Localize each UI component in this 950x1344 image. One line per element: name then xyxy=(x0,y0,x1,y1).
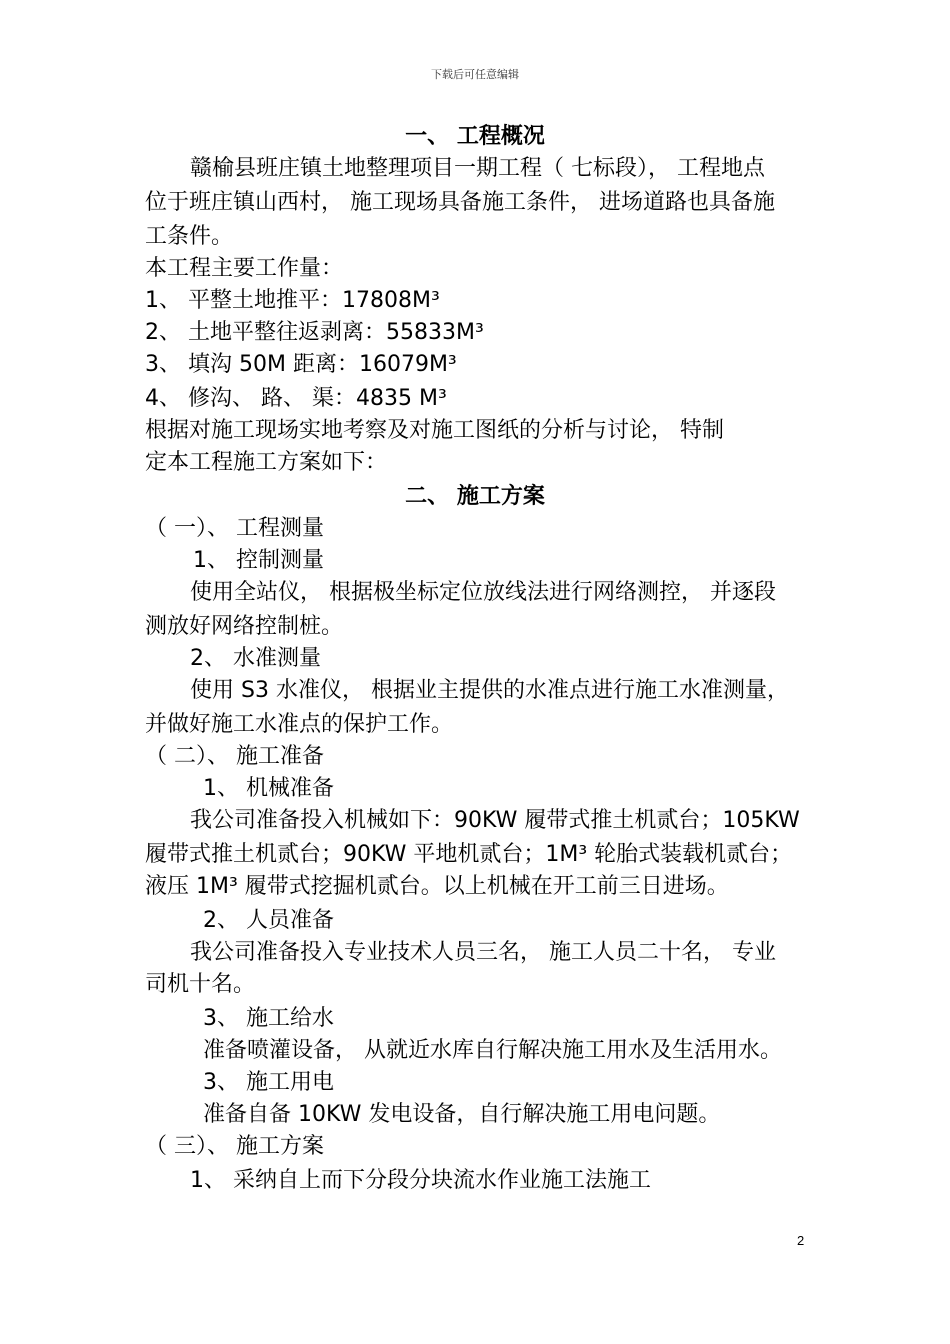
para1-line3: 工条件。 xyxy=(145,224,234,249)
page-header: 下载后可任意编辑 xyxy=(431,68,519,81)
sub2-item2-text-2: 司机十名。 xyxy=(145,972,256,997)
sub1-item1-text-2: 测放好网络控制桩。 xyxy=(145,614,344,639)
sub2-item1-heading: 1、 机械准备 xyxy=(203,776,334,801)
section2-title: 二、 施工方案 xyxy=(405,484,545,509)
sub2-item4-heading: 3、 施工用电 xyxy=(203,1070,334,1095)
para2-line2: 定本工程施工方案如下： xyxy=(145,450,388,475)
workload-item-1: 1、 平整土地推平：17808M³ xyxy=(145,288,440,313)
sub1-item1-heading: 1、 控制测量 xyxy=(193,548,324,573)
page-number: 2 xyxy=(797,1233,805,1248)
para1-line2: 位于班庄镇山西村， 施工现场具备施工条件， 进场道路也具备施 xyxy=(145,190,775,215)
sub3-heading: （ 三）、 施工方案 xyxy=(145,1134,324,1159)
workload-item-2: 2、 土地平整往返剥离：55833M³ xyxy=(145,320,484,345)
para2-line1: 根据对施工现场实地考察及对施工图纸的分析与讨论， 特制 xyxy=(145,418,724,443)
workload-item-4: 4、 修沟、 路、 渠：4835 M³ xyxy=(145,386,447,411)
sub2-item2-heading: 2、 人员准备 xyxy=(203,908,334,933)
workload-label: 本工程主要工作量： xyxy=(145,256,344,281)
para1-line1: 赣榆县班庄镇土地整理项目一期工程（ 七标段）， 工程地点 xyxy=(190,156,765,181)
sub1-item2-text-1: 使用 S3 水准仪， 根据业主提供的水准点进行施工水准测量， xyxy=(190,678,789,703)
sub1-item2-heading: 2、 水准测量 xyxy=(190,646,321,671)
sub1-heading: （ 一）、 工程测量 xyxy=(145,516,324,541)
section1-title: 一、 工程概况 xyxy=(405,124,545,149)
sub2-item1-text-1: 我公司准备投入机械如下：90KW 履带式推土机贰台；105KW xyxy=(190,808,800,833)
workload-item-3: 3、 填沟 50M 距离：16079M³ xyxy=(145,352,457,377)
sub2-item2-text-1: 我公司准备投入专业技术人员三名， 施工人员二十名， 专业 xyxy=(190,940,776,965)
sub2-item3-text: 准备喷灌设备， 从就近水库自行解决施工用水及生活用水。 xyxy=(203,1038,782,1063)
sub2-item3-heading: 3、 施工给水 xyxy=(203,1006,334,1031)
sub2-item1-text-2: 履带式推土机贰台；90KW 平地机贰台；1M³ 轮胎式装载机贰台； xyxy=(145,842,793,867)
sub2-heading: （ 二）、 施工准备 xyxy=(145,744,324,769)
sub1-item1-text-1: 使用全站仪， 根据极坐标定位放线法进行网络测控， 并逐段 xyxy=(190,580,776,605)
sub1-item2-text-2: 并做好施工水准点的保护工作。 xyxy=(145,712,454,737)
sub3-item1-heading: 1、 采纳自上而下分段分块流水作业施工法施工 xyxy=(190,1168,651,1193)
sub2-item1-text-3: 液压 1M³ 履带式挖掘机贰台。以上机械在开工前三日进场。 xyxy=(145,874,729,899)
sub2-item4-text: 准备自备 10KW 发电设备，自行解决施工用电问题。 xyxy=(203,1102,721,1127)
